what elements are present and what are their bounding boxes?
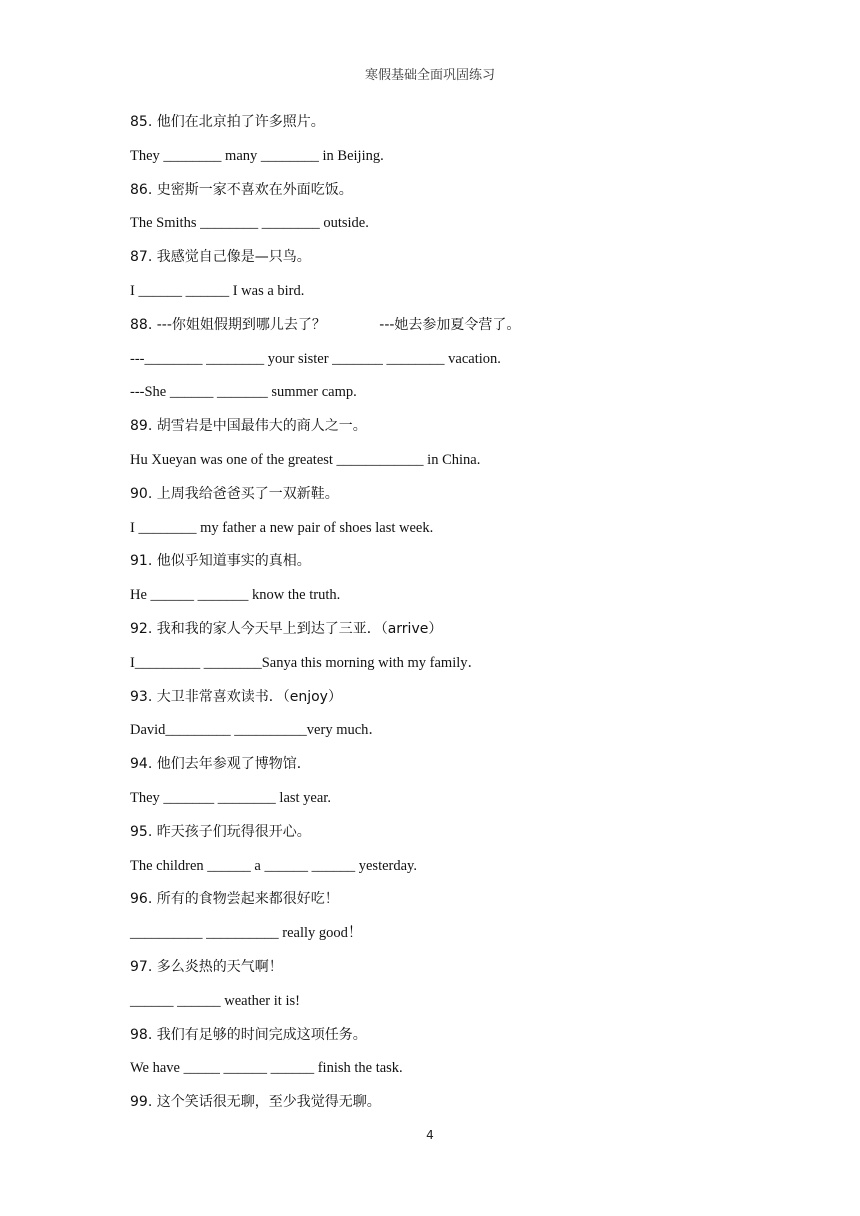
page-header: 寒假基础全面巩固练习 — [364, 68, 495, 83]
answer-line: ---She ______ _______ summer camp. — [130, 384, 357, 401]
answer-line: I ______ ______ I was a bird. — [130, 282, 305, 299]
question-prompt: 91. 他似乎知道事实的真相。 — [130, 553, 311, 570]
question-prompt: 96. 所有的食物尝起来都很好吃！ — [130, 891, 339, 908]
answer-line: The Smiths ________ ________ outside. — [130, 215, 369, 232]
question-prompt: 99. 这个笑话很无聊，至少我觉得无聊。 — [130, 1094, 381, 1111]
question-prompt: 86. 史密斯一家不喜欢在外面吃饭。 — [130, 181, 353, 198]
question-prompt: 87. 我感觉自己像是—只鸟。 — [130, 249, 311, 266]
question-prompt: 92. 我和我的家人今天早上到达了三亚．（arrive） — [130, 620, 443, 637]
answer-line: They ________ many ________ in Beijing. — [130, 147, 384, 164]
question-prompt: 98. 我们有足够的时间完成这项任务。 — [130, 1026, 367, 1043]
answer-line: __________ __________ really good！ — [130, 925, 363, 942]
question-prompt: 88. ---你姐姐假期到哪儿去了？ ---她去参加夏令营了。 — [130, 316, 521, 333]
exercise-list — [130, 111, 750, 1125]
question-prompt: 97. 多么炎热的天气啊！ — [130, 958, 283, 975]
answer-line: The children ______ a ______ ______ yesterday. — [130, 857, 417, 874]
answer-line: We have _____ ______ ______ finish the task. — [130, 1060, 403, 1077]
answer-line: I_________ ________Sanya this morning with my family． — [130, 654, 483, 671]
answer-line: They _______ ________ last year. — [130, 789, 331, 806]
question-prompt: 89. 胡雪岩是中国最伟大的商人之一。 — [130, 418, 367, 435]
page-number: 4 — [426, 1128, 434, 1142]
question-prompt: 85. 他们在北京拍了许多照片。 — [130, 114, 325, 130]
answer-line: ______ ______ weather it is! — [130, 992, 300, 1009]
answer-line: Hu Xueyan was one of the greatest ____________ in China. — [130, 451, 481, 468]
question-prompt: 90. 上周我给爸爸买了一双新鞋。 — [130, 485, 339, 502]
answer-line: He ______ _______ know the truth. — [130, 587, 341, 604]
question-prompt: 93. 大卫非常喜欢读书．（enjoy） — [130, 688, 342, 705]
answer-line: David_________ __________very much． — [130, 722, 383, 739]
question-prompt: 94. 他们去年参观了博物馆． — [130, 756, 311, 773]
answer-line: ---________ ________ your sister _______ ________ vacation. — [130, 350, 501, 367]
answer-line: I ________ my father a new pair of shoes last week. — [130, 519, 434, 536]
question-prompt: 95. 昨天孩子们玩得很开心。 — [130, 823, 311, 840]
